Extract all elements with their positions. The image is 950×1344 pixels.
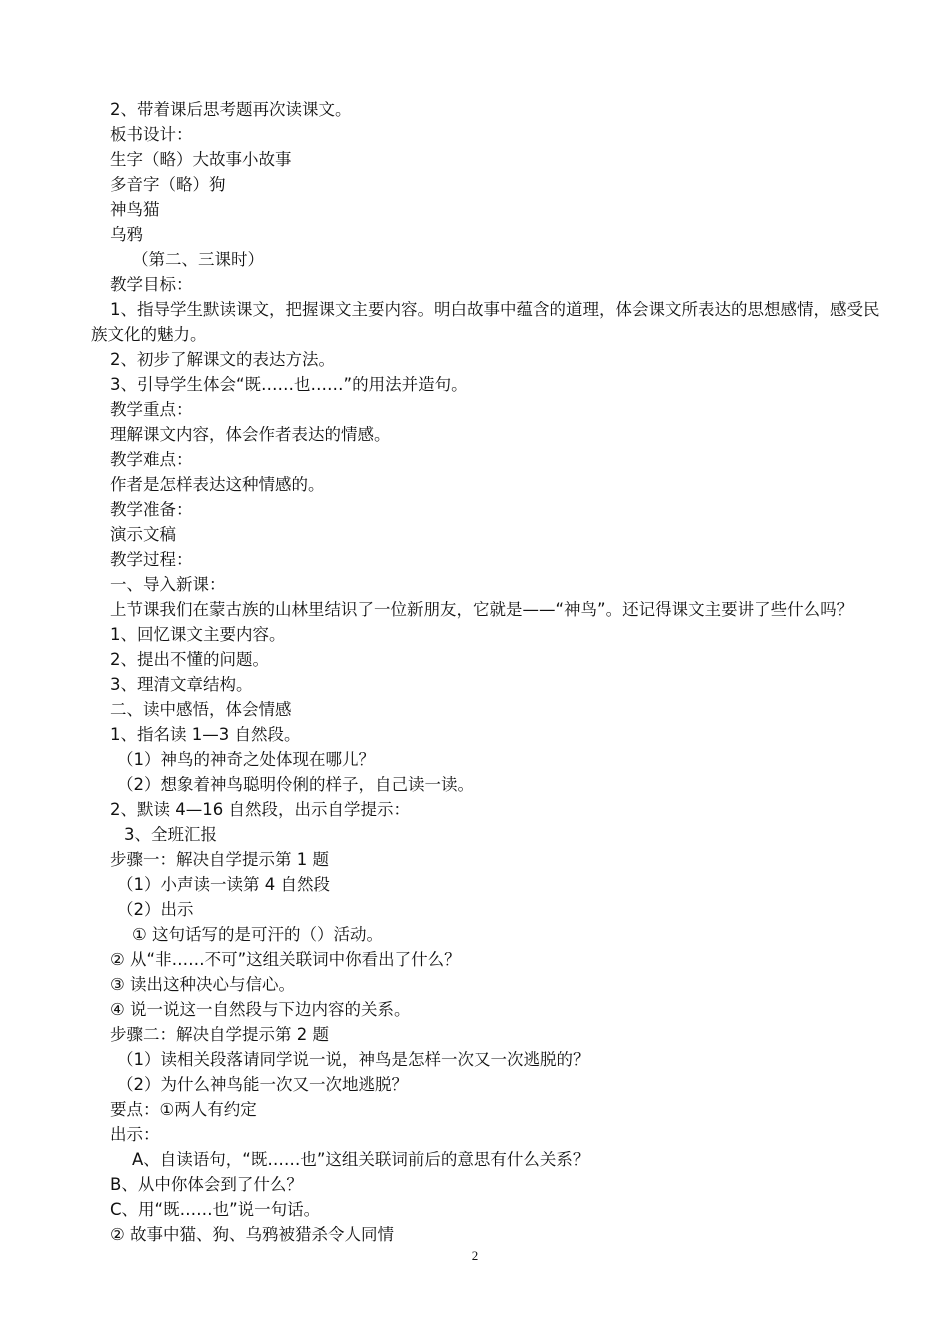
text-line: 神鸟猫 bbox=[110, 200, 160, 219]
text-line: 理解课文内容，体会作者表达的情感。 bbox=[110, 425, 391, 444]
text-line: 演示文稿 bbox=[110, 525, 176, 544]
text-line: 2、初步了解课文的表达方法。 bbox=[110, 350, 335, 369]
text-line: C、用“既……也”说一句话。 bbox=[110, 1200, 321, 1219]
text-line: 出示： bbox=[110, 1125, 160, 1144]
text-line: ① 这句话写的是可汗的（）活动。 bbox=[132, 925, 384, 944]
text-line: 教学准备： bbox=[110, 500, 193, 519]
page-number: 2 bbox=[471, 1248, 479, 1263]
text-line: 生字（略）大故事小故事 bbox=[110, 150, 292, 169]
text-line: 板书设计： bbox=[110, 125, 193, 144]
text-line: 1、指名读 1—3 自然段。 bbox=[110, 725, 301, 744]
text-line: ② 从“非……不可”这组关联词中你看出了什么？ bbox=[110, 950, 461, 969]
text-line: 步骤一：解决自学提示第 1 题 bbox=[110, 850, 329, 869]
text-line: 1、指导学生默读课文，把握课文主要内容。明白故事中蕴含的道理，体会课文所表达的思想感情，感受民 bbox=[110, 300, 880, 319]
text-line: 2、带着课后思考题再次读课文。 bbox=[110, 100, 352, 119]
section-heading: （第二、三课时） bbox=[132, 250, 264, 269]
text-line: B、从中你体会到了什么？ bbox=[110, 1175, 303, 1194]
text-line: A、自读语句，“既……也”这组关联词前后的意思有什么关系？ bbox=[132, 1150, 590, 1169]
text-line: 1、回忆课文主要内容。 bbox=[110, 625, 286, 644]
text-line: 3、全班汇报 bbox=[124, 825, 217, 844]
text-line: （1）神鸟的神奇之处体现在哪儿？ bbox=[117, 750, 375, 769]
text-line: 族文化的魅力。 bbox=[91, 325, 207, 344]
text-line: 上节课我们在蒙古族的山林里结识了一位新朋友，它就是——“神鸟”。还记得课文主要讲了些什么吗？ bbox=[110, 600, 854, 619]
text-line: ④ 说一说这一自然段与下边内容的关系。 bbox=[110, 1000, 411, 1019]
text-line: 2、提出不懂的问题。 bbox=[110, 650, 269, 669]
text-line: 多音字（略）狗 bbox=[110, 175, 226, 194]
text-line: （2）想象着神鸟聪明伶俐的样子，自己读一读。 bbox=[117, 775, 474, 794]
text-line: 二、读中感悟，体会情感 bbox=[110, 700, 292, 719]
text-line: 3、引导学生体会“既……也……”的用法并造句。 bbox=[110, 375, 468, 394]
text-line: 乌鸦 bbox=[110, 225, 143, 244]
text-line: 2、默读 4—16 自然段，出示自学提示： bbox=[110, 800, 410, 819]
text-line: 3、理清文章结构。 bbox=[110, 675, 253, 694]
text-line: 教学难点： bbox=[110, 450, 193, 469]
text-line: （1）小声读一读第 4 自然段 bbox=[117, 875, 330, 894]
text-line: 教学目标： bbox=[110, 275, 193, 294]
text-line: 要点：①两人有约定 bbox=[110, 1100, 257, 1119]
text-line: （2）出示 bbox=[117, 900, 194, 919]
text-line: 教学过程： bbox=[110, 550, 193, 569]
text-line: 作者是怎样表达这种情感的。 bbox=[110, 475, 325, 494]
text-line: ② 故事中猫、狗、乌鸦被猎杀令人同情 bbox=[110, 1225, 395, 1244]
text-line: 教学重点： bbox=[110, 400, 193, 419]
text-line: 一、导入新课： bbox=[110, 575, 226, 594]
text-line: 步骤二：解决自学提示第 2 题 bbox=[110, 1025, 329, 1044]
text-line: （2）为什么神鸟能一次又一次地逃脱？ bbox=[117, 1075, 408, 1094]
text-line: （1）读相关段落请同学说一说，神鸟是怎样一次又一次逃脱的？ bbox=[117, 1050, 590, 1069]
text-line: ③ 读出这种决心与信心。 bbox=[110, 975, 296, 994]
